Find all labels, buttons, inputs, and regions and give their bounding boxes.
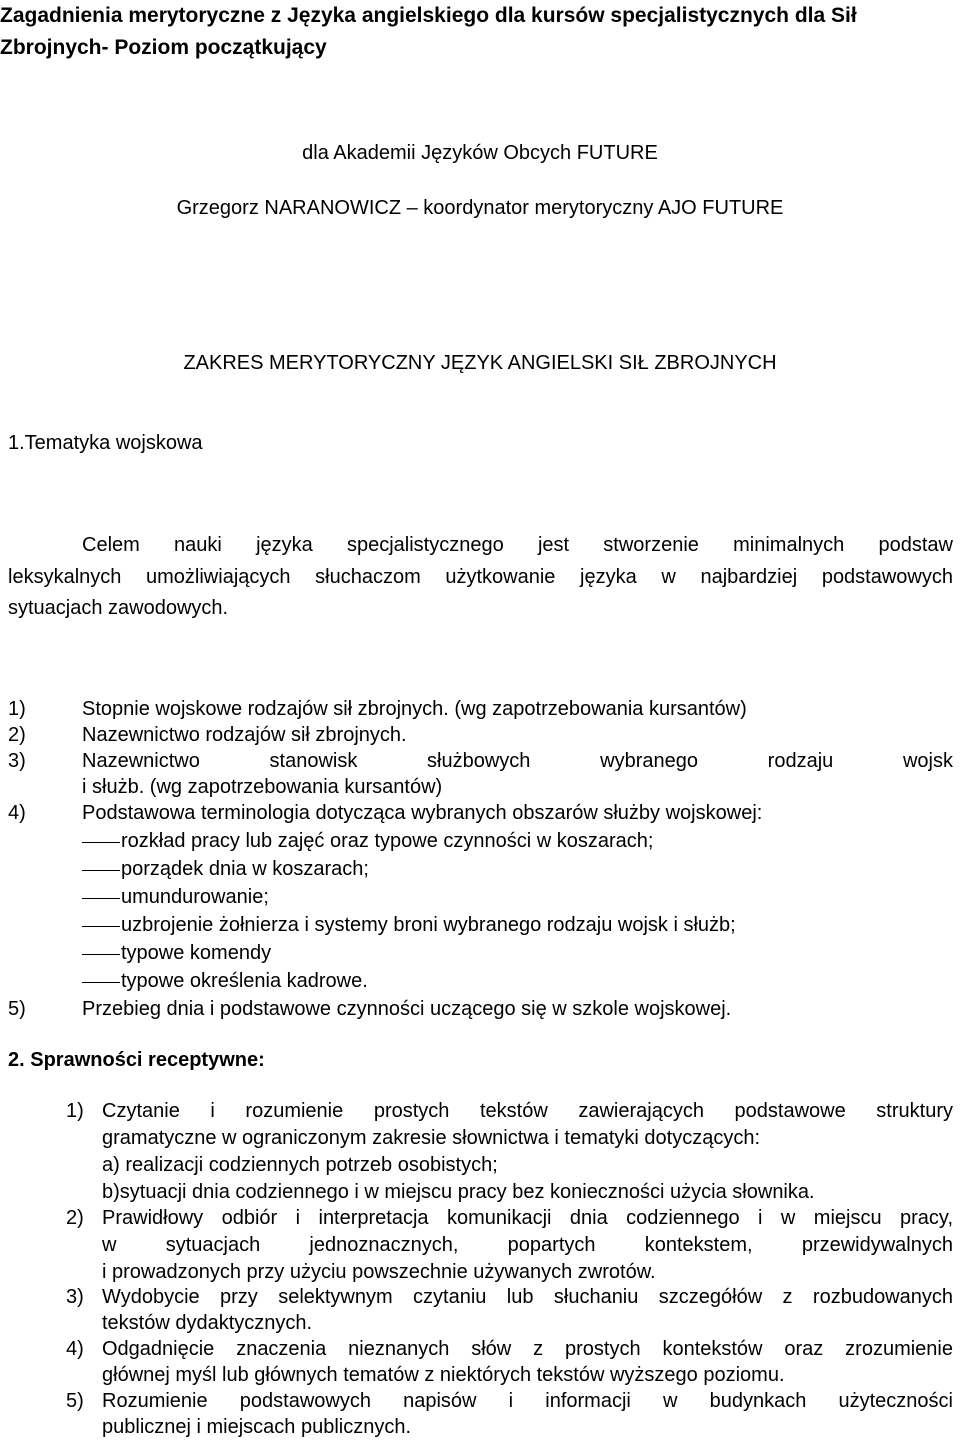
sub-list-item: typowe określenia kadrowe.	[121, 970, 368, 992]
list-item-text: Podstawowa terminologia dotycząca wybranych obszarów służby wojskowej:	[82, 802, 763, 824]
list-item-text: Czytanie i rozumienie prostych tekstów zawierających podstawowe struktury	[102, 1100, 953, 1122]
list-item-number: 1)	[66, 1100, 84, 1122]
list-item-text-continued: gramatyczne w ograniczonym zakresie słownictwa i tematyki dotyczących:	[102, 1127, 761, 1149]
list-item-text: Nazewnictwo stanowisk służbowych wybranego rodzaju wojsk	[82, 750, 953, 772]
intro-line-1: Celem nauki języka specjalistycznego jest stworzenie minimalnych podstaw	[82, 534, 953, 556]
dash-bullet	[82, 870, 120, 871]
list-item-number: 2)	[66, 1207, 84, 1229]
list-item-text-continued: i prowadzonych przy użyciu powszechnie używanych zwrotów.	[102, 1261, 656, 1283]
list-item-number: 1)	[8, 698, 26, 720]
list-item-text-continued: publicznej i miejscach publicznych.	[102, 1416, 412, 1438]
dash-bullet	[82, 898, 120, 899]
document-title: Zagadnienia merytoryczne z Języka angielskiego dla kursów specjalistycznych dla Sił Zbrojnych- Poziom początkujący	[0, 4, 857, 59]
list-item-text: Przebieg dnia i podstawowe czynności uczącego się w szkole wojskowej.	[82, 998, 732, 1020]
list-item-text-continued: i służb. (wg zapotrzebowania kursantów)	[82, 776, 443, 798]
sub-list-item: uzbrojenie żołnierza i systemy broni wybranego rodzaju wojsk i służb;	[121, 914, 736, 936]
scope-heading: ZAKRES MERYTORYCZNY JĘZYK ANGIELSKI SIŁ ZBROJNYCH	[183, 352, 777, 374]
list-item-text: Prawidłowy odbiór i interpretacja komunikacji dnia codziennego i w miejscu pracy,	[102, 1207, 953, 1229]
list-item-number: 5)	[66, 1390, 84, 1412]
intro-line-2: leksykalnych umożliwiających słuchaczom użytkowanie języka w najbardziej podstawowych	[8, 566, 953, 588]
intro-line-3: sytuacjach zawodowych.	[8, 597, 229, 619]
list-item-text: Rozumienie podstawowych napisów i informacji w budynkach użyteczności	[102, 1390, 953, 1412]
dash-bullet	[82, 926, 120, 927]
list-item-number: 2)	[8, 724, 26, 746]
list-item-text-continued: b)sytuacji dnia codziennego i w miejscu pracy bez konieczności użycia słownika.	[102, 1181, 815, 1203]
list-item-text-continued: a) realizacji codziennych potrzeb osobistych;	[102, 1154, 498, 1176]
list-item-text: Wydobycie przy selektywnym czytaniu lub słuchaniu szczegółów z rozbudowanych	[102, 1286, 953, 1308]
list-item-text-continued: w sytuacjach jednoznacznych, popartych kontekstem, przewidywalnych	[102, 1234, 953, 1256]
list-item-text: Odgadnięcie znaczenia nieznanych słów z prostych kontekstów oraz zrozumienie	[102, 1338, 953, 1360]
list-item-text-continued: tekstów dydaktycznych.	[102, 1312, 313, 1334]
section-2-heading: 2. Sprawności receptywne:	[8, 1049, 265, 1071]
list-item-number: 3)	[8, 750, 26, 772]
sub-list-item: umundurowanie;	[121, 886, 269, 908]
coordinator-line: Grzegorz NARANOWICZ – koordynator merytoryczny AJO FUTURE	[176, 197, 784, 219]
dash-bullet	[82, 954, 120, 955]
sub-list-item: rozkład pracy lub zajęć oraz typowe czynności w koszarach;	[121, 830, 654, 852]
academy-line: dla Akademii Języków Obcych FUTURE	[302, 142, 658, 164]
dash-bullet	[82, 842, 120, 843]
section-1-heading: 1.Tematyka wojskowa	[8, 432, 203, 454]
dash-bullet	[82, 982, 120, 983]
sub-list-item: porządek dnia w koszarach;	[121, 858, 369, 880]
list-item-text: Nazewnictwo rodzajów sił zbrojnych.	[82, 724, 407, 746]
list-item-text: Stopnie wojskowe rodzajów sił zbrojnych. (wg zapotrzebowania kursantów)	[82, 698, 747, 720]
list-item-number: 4)	[8, 802, 26, 824]
list-item-number: 4)	[66, 1338, 84, 1360]
list-item-number: 5)	[8, 998, 26, 1020]
list-item-text-continued: głównej myśl lub głównych tematów z niektórych tekstów wyższego poziomu.	[102, 1364, 785, 1386]
sub-list-item: typowe komendy	[121, 942, 272, 964]
list-item-number: 3)	[66, 1286, 84, 1308]
